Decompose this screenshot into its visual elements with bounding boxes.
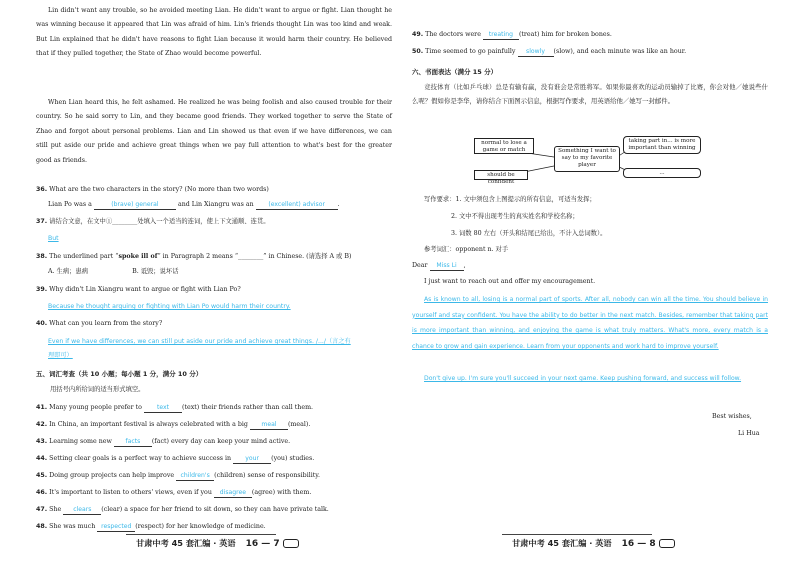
vocab-item: 44. Setting clear goals is a perfect way to achieve success in your (you) studies. [36, 455, 315, 462]
passage-paragraph-2: When Lian heard this, he felt ashamed. He realized he was being foolish and also caused trouble for their country. So he said sorry to Lin, and they became good friends. They worked together to serve the State of Zhao and forgot about personal problems. Lian and Lin showed us that even if we have differences, we can still put aside our pride and achieve great things when we pay full attention to what's best for the greater good as friends. [36, 99, 392, 164]
vocab-answer: treating [488, 31, 513, 38]
diagram-box-confident: should be confident [474, 170, 528, 180]
footer-rule-right [502, 534, 652, 535]
letter-body-2: Don't give up. I'm sure you'll succeed in your next game. Keep pushing forward, and success will follow. [424, 375, 742, 382]
publisher-logo-icon [659, 539, 675, 548]
vocab-blank[interactable] [250, 421, 288, 430]
option-b: B. 诋毁；说坏话 [132, 268, 179, 275]
recipient-name: Miss Li [436, 262, 457, 269]
vocab-answer: disagree [219, 489, 247, 496]
vocab-item: 50. Time seemed to go painfully slowly (slow), and each minute was like an hour. [412, 48, 687, 55]
footer-rule [126, 534, 276, 535]
vocab-item: 47. She clears (clear) a space for her friend to sit down, so they can have private talk. [36, 506, 329, 513]
letter-first-line: I just want to reach out and offer my encouragement. [424, 278, 596, 285]
vocab-answer: text [156, 404, 169, 411]
section-6-title: 六、书面表达（满分 15 分） [412, 68, 498, 76]
publisher-logo-icon [283, 539, 299, 548]
writing-prompt: 竞技体育（比如乒乓球）总是有输有赢，没有谁会是常胜将军。如果你最喜欢的运动员输掉了比赛，你会对他／她说些什么呢？假如你是李华，请你结合下面图示信息，根据写作要求，用英语给他／她写一封邮件。 [412, 83, 768, 105]
reference-vocabulary: 参考词汇：opponent n. 对手 [424, 246, 509, 253]
vocab-blank[interactable] [233, 455, 271, 464]
vocab-item: 45. Doing group projects can help improve children's (children) sense of responsibility. [36, 472, 320, 479]
vocab-blank[interactable] [214, 489, 252, 498]
question-37: 37. 请结合文意，在文中①________处填入一个适当的连词，使上下文通顺、连贯。 [36, 218, 270, 225]
diagram-box-lose: normal to lose a game or match [474, 138, 534, 154]
vocab-blank[interactable] [63, 506, 101, 515]
requirement-2: 2. 文中不得出现考生的真实姓名和学校名称； [451, 213, 579, 220]
vocab-blank[interactable] [97, 523, 135, 532]
vocab-answer: clears [73, 506, 92, 513]
vocab-blank[interactable] [144, 404, 182, 413]
vocab-answer: children's [180, 472, 210, 479]
passage-paragraph-1: Lin didn't want any trouble, so he avoided meeting Lian. He didn't want to argue or fight. Lian thought he was winning because it appeared that Lin was afraid of him. Lin's friends thought Lin was too kind and weak. But Lin explained that he didn't have reasons to fight Lian because it would harm their country. He believed that if they pulled together, the State of Zhao would become powerful. [36, 7, 392, 58]
vocab-item: 42. In China, an important festival is always celebrated with a big meal (meal). [36, 421, 311, 428]
vocab-answer: facts [125, 438, 141, 445]
vocab-blank[interactable] [176, 472, 214, 481]
option-a: A. 生病；患病 [48, 268, 89, 275]
answer-36-b: (excellent) advisor [268, 201, 325, 208]
letter-body: As is known to all, losing is a normal part of sports. After all, nobody can win all the time. You should believe in yourself and stay confident. You have the ability to do better in the next match. Besides, remember that taking part is more important than winning, and enjoying the game is what truly matters. What's more, every match is a chance to grow and gain experience. Learn from your opponents and work hard to improve yourself. [412, 296, 768, 351]
vocab-item: 41. Many young people prefer to text (text) their friends rather than call them. [36, 404, 314, 411]
question-39: 39. Why didn't Lin Xiangru want to argue or fight with Lian Po? [36, 286, 241, 293]
letter-salutation: Dear Miss Li , [412, 262, 466, 269]
diagram-box-participation: taking part in... is more important than winning [623, 136, 701, 154]
question-36: 36. What are the two characters in the story? (No more than two words) [36, 186, 269, 193]
answer-39: Because he thought arguing or fighting with Lian Po would harm their country. [48, 303, 291, 310]
requirements: 写作要求：1. 文中须包含上图提示的所有信息，可适当发挥； [424, 196, 596, 203]
requirement-3: 3. 词数 80 左右（开头和结尾已给出，不计入总词数）。 [451, 230, 607, 237]
question-38-options [48, 268, 179, 276]
question-38: 38. The underlined part “spoke ill of” in Paragraph 2 means “________” in Chinese. (请选择 A 或 B) [36, 253, 352, 260]
vocab-item: 43. Learning some new facts (fact) every day can keep your mind active. [36, 438, 291, 445]
vocab-answer: respected [101, 523, 132, 530]
footer-right: 甘肃中考 45 套汇编 · 英语 16 — 8 [512, 538, 675, 549]
section-5-instructions: 用括号内所给词的适当形式填空。 [50, 386, 145, 393]
vocab-item: 46. It's important to listen to others' views, even if you disagree (agree) with them. [36, 489, 312, 496]
answer-40-line-2: 理即可） [48, 352, 73, 359]
answer-36: Lian Po was a (brave) general and Lin Xiangru was an (excellent) advisor . [48, 201, 340, 208]
section-5-title: 五、词汇考查（共 10 小题；每小题 1 分，满分 10 分） [36, 370, 203, 378]
letter-closing: Best wishes, [712, 413, 752, 420]
diagram-box-more: ... [623, 168, 701, 178]
vocab-answer: slowly [526, 48, 545, 55]
answer-40-line-1: Even if we have differences, we can still put aside our pride and achieve great things. /.../（言之有 [48, 338, 351, 345]
vocab-blank[interactable] [114, 438, 152, 447]
vocab-answer: your [245, 455, 259, 462]
vocab-answer: meal [261, 421, 277, 428]
vocab-item: 48. She was much respected (respect) for her knowledge of medicine. [36, 523, 266, 530]
question-40: 40. What can you learn from the story? [36, 320, 163, 327]
answer-36-a: (brave) general [111, 201, 159, 208]
footer-left: 甘肃中考 45 套汇编 · 英语 16 — 7 [136, 538, 299, 549]
letter-signature: Li Hua [738, 430, 760, 437]
answer-37: But [48, 235, 59, 242]
vocab-item: 49. The doctors were treating (treat) him for broken bones. [412, 31, 612, 38]
diagram-box-center: Something I want to say to my favorite player [554, 146, 620, 172]
